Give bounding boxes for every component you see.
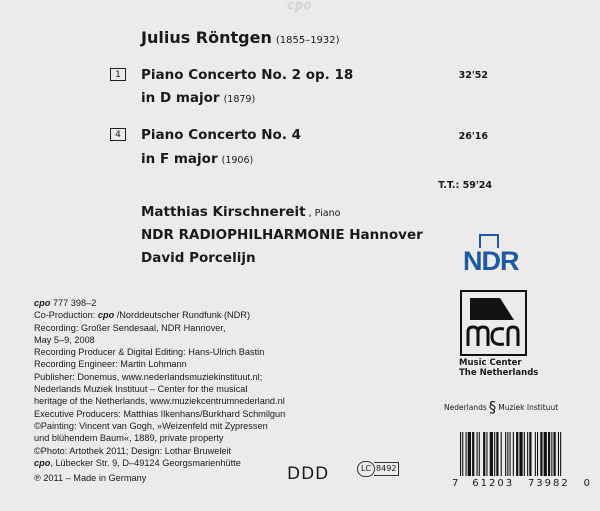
barcode-digits [452,478,590,489]
composer-heading [141,28,340,47]
catalog-number [34,297,354,309]
ddd-code: DDD [287,464,330,484]
credit-line: Recording: Großer Sendesaal, NDR Hannover, [34,322,226,333]
credit-line: ©Painting: Vincent van Gogh, »Weizenfeld mit Zypressen [34,420,268,431]
coproduction-line [34,309,354,321]
track-key-text: in D major [141,90,220,106]
ndr-logo [463,234,526,282]
mcn-caption [459,358,538,378]
nmi-logo [444,396,582,418]
credit-line: Nederlands Muziek Instituut – Center for the musical [34,384,248,395]
track-duration: 26'16 [458,131,488,142]
label-code [357,460,403,478]
barcode [452,432,590,488]
coproduction-label: Co-Production: [34,310,98,321]
barcode-digit-group: 61203 [472,478,515,489]
performer-role: , Piano [308,208,341,219]
composer-name: Julius Röntgen [141,28,272,47]
nmi-right-text: Muziek Instituut [498,402,559,412]
coproduction-brand: cpo [97,310,115,321]
catalog-brand: cpo [34,298,51,308]
track-key [141,90,255,106]
track-title: Piano Concerto No. 4 [141,127,302,143]
credit-line: ©Photo: Artothek 2011; Design: Lothar Bruweleit [34,445,232,456]
catalog-code: 777 398–2 [50,298,97,308]
track-key-text: in F major [141,151,218,167]
label-logo: cpo [287,0,313,13]
credit-line: Recording Engineer: Martin Lohmann [34,359,187,370]
barcode-digit-group: 73982 [527,478,570,489]
mcn-caption-line-1: Music Center [459,358,522,368]
address-brand: cpo [34,457,51,468]
track-duration: 32'52 [458,70,488,81]
performer-conductor: David Porcelijn [141,250,256,266]
lc-prefix: LC [357,461,375,477]
credit-line: Publisher: Donemus, www.nederlandsmuziekinstituut.nl; [34,371,263,382]
address-text: , Lübecker Str. 9, D–49124 Georgsmarienhütte [50,457,241,468]
barcode-digit-group: 7 [452,478,459,489]
credits-block [34,297,354,484]
track-number-box: 1 [110,68,126,81]
track-year: (1879) [223,94,256,105]
credit-line: Recording Producer & Digital Editing: Hans-Ulrich Bastin [34,347,265,358]
total-time: T.T.: 59'24 [438,180,492,191]
track-number-box: 4 [110,128,126,141]
performer-orchestra: NDR RADIOPHILHARMONIE Hannover [141,227,423,243]
performer-soloist [141,204,340,220]
lc-number: 8492 [374,462,399,476]
mcn-logo [460,290,527,356]
credit-line: May 5–9, 2008 [34,334,95,345]
credit-line: Executive Producers: Matthias Ilkenhans/Burkhard Schmilgun [34,408,286,419]
nmi-left-text: Nederlands [444,402,487,412]
composer-years: (1855–1932) [275,35,340,46]
copyright-line: ℗ 2011 – Made in Germany [34,473,147,484]
mcn-caption-line-2: The Netherlands [459,368,539,378]
credit-line: und blühendem Baum«, 1889, private property [34,433,224,444]
coproduction-rest: /Norddeutscher Rundfunk (NDR) [114,310,251,321]
barcode-bars [452,432,590,478]
track-year: (1906) [221,155,254,166]
track-key [141,151,253,167]
performer-name: Matthias Kirschnereit [141,204,306,220]
ndr-wordmark: NDR [463,246,519,276]
nmi-swirl-icon: § [488,398,497,416]
track-title: Piano Concerto No. 2 op. 18 [141,67,354,83]
credit-line: heritage of the Netherlands, www.muziekcentrumnederland.nl [34,396,285,407]
barcode-digit-group: 0 [583,478,590,489]
mcn-logo-icon [460,290,527,356]
